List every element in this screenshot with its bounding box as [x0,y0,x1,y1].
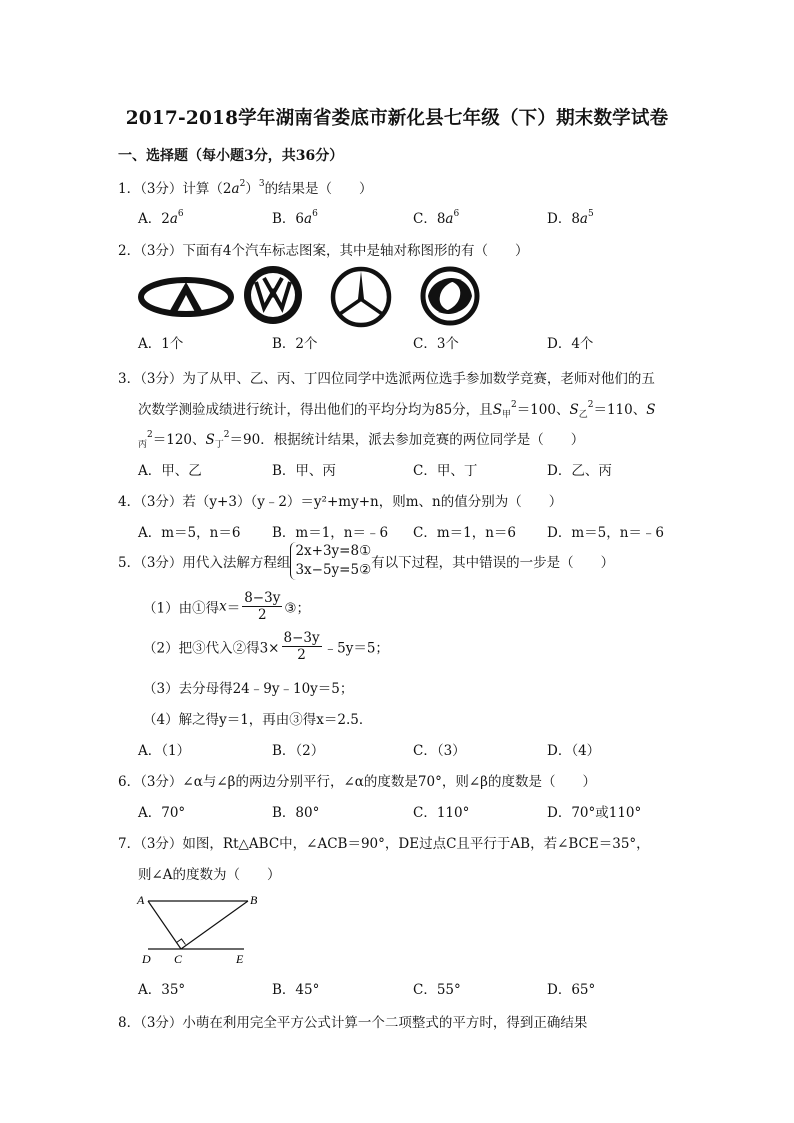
q3-option-b[interactable]: B．甲、丙 [272,463,336,479]
section-heading: 一、选择题（每小题3分，共36分） [118,148,344,164]
q1-option-b[interactable]: B．$6a^6$ [272,209,318,227]
q4-option-d[interactable]: D．m＝5，n＝﹣6 [547,525,664,541]
question-3-line-1: 3．（3分）为了从甲、乙、丙、丁四位同学中选派两位选手参加数学竞赛，老师对他们的五 [118,371,655,387]
q6-option-c[interactable]: C．110° [413,805,470,821]
q5-step-4: （4）解之得y＝1，再由③得x＝2.5． [143,712,373,728]
question-3-line-2: 次数学测验成绩进行统计，得出他们的平均分均为85分，且$S_甲^2=100$、$S_乙^2=110$、S [138,400,656,420]
label-a: A [137,893,145,907]
page-title: 2017-2018学年湖南省娄底市新化县七年级（下）期末数学试卷 [125,108,669,129]
dongfeng-logo [418,266,482,326]
q4-option-b[interactable]: B．m＝1，n＝﹣6 [272,525,389,541]
mercedes-logo [330,266,392,328]
q1-option-c[interactable]: C．$8a^6$ [413,209,460,227]
question-3-line-3: $_丙^2$＝120、$S_丁^2=90$．根据统计结果，派去参加竞赛的两位同学是（ ） [138,430,585,450]
q5-option-a[interactable]: A．（1） [138,743,191,759]
q3-option-a[interactable]: A．甲、乙 [138,463,202,479]
q2-option-c[interactable]: C．3个 [413,336,459,352]
q1-option-d[interactable]: D．$8a^5$ [547,209,594,227]
triangle-figure [136,890,266,966]
question-4: 4．（3分）若（y+3）（y﹣2）＝y²+my+n，则m、n的值分别为（ ） [118,494,563,510]
label-e: E [236,952,244,966]
q1-option-a[interactable]: A．$2a^6$ [138,209,184,227]
q5-step-2: （2）把③代入②得3× $\frac{8-3y}{2}$ ﹣5y＝5； [143,630,389,663]
infiniti-logo [138,273,234,319]
q5-step-1: （1）由①得x＝ $\frac{8-3y}{2}$ ③； [143,590,310,623]
question-7-line-1: 7．（3分）如图，Rt△ABC中，∠ACB＝90°，DE过点C且平行于AB，若∠BCE＝35°， [118,836,650,852]
q5-option-c[interactable]: C．（3） [413,743,466,759]
q5-step-3: （3）去分母得24﹣9y﹣10y＝5； [143,681,354,697]
question-1: 1．（3分）计算$(2a^2)^3$的结果是（ ） [118,179,373,197]
q7-option-c[interactable]: C．55° [413,982,461,998]
question-8-line-1: 8．（3分）小萌在利用完全平方公式计算一个二项整式的平方时，得到正确结果 [118,1015,588,1031]
q3-option-d[interactable]: D．乙、丙 [547,463,612,479]
q2-option-a[interactable]: A．1个 [138,336,184,352]
question-7-line-2: 则∠A的度数为（ ） [138,867,281,883]
label-b: B [250,893,258,907]
q4-option-c[interactable]: C．m＝1，n＝6 [413,525,517,541]
question-2: 2．（3分）下面有4个汽车标志图案，其中是轴对称图形的有（ ） [118,243,529,259]
question-5: 5．（3分）用代入法解方程组 2x+3y=8① 3x−5y=5② 有以下过程，其中错误的一步是（ ） [118,543,615,578]
q2-option-b[interactable]: B．2个 [272,336,318,352]
q7-option-a[interactable]: A．35° [138,982,186,998]
question-6: 6．（3分）∠α与∠β的两边分别平行，∠α的度数是70°，则∠β的度数是（ ） [118,774,596,790]
q6-option-b[interactable]: B．80° [272,805,320,821]
q4-option-a[interactable]: A．m＝5，n＝6 [138,525,241,541]
q7-option-d[interactable]: D．65° [547,982,596,998]
side-bc [181,901,248,949]
q6-option-d[interactable]: D．70°或110° [547,805,642,821]
equation-system: 2x+3y=8① 3x−5y=5② [290,542,371,580]
volkswagen-logo [242,264,304,326]
q7-option-b[interactable]: B．45° [272,982,320,998]
q6-option-a[interactable]: A．70° [138,805,186,821]
side-ac [148,901,181,949]
q3-option-c[interactable]: C．甲、丁 [413,463,478,479]
q5-option-d[interactable]: D．（4） [547,743,601,759]
q2-option-d[interactable]: D．4个 [547,336,594,352]
label-c: C [174,952,183,966]
label-d: D [142,952,151,966]
q5-option-b[interactable]: B．（2） [272,743,325,759]
